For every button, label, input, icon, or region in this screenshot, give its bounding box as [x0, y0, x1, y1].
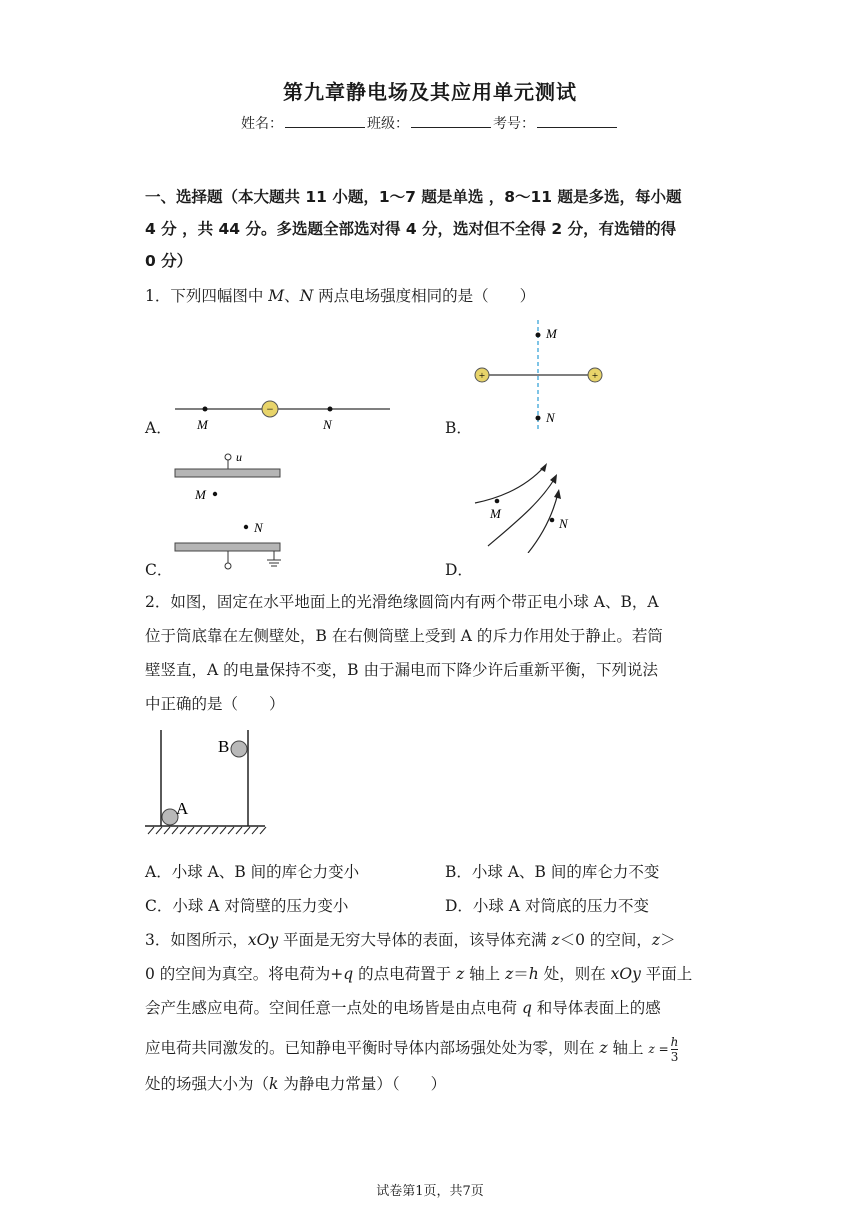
point-m	[213, 492, 217, 496]
field-line-3	[528, 493, 558, 553]
svg-text:M: M	[546, 326, 557, 341]
section-heading-line3: 0 分）	[145, 252, 193, 270]
class-label: 班级：	[367, 116, 409, 132]
ball-b	[231, 741, 247, 757]
class-blank	[411, 115, 491, 128]
svg-text:M: M	[490, 506, 501, 521]
q1-figure-c	[170, 448, 300, 574]
q1-option-a-label: A．	[145, 419, 172, 437]
minus-sign: −	[266, 402, 274, 416]
point-n	[244, 525, 248, 529]
bottom-plate	[175, 543, 280, 551]
terminal-bottom	[225, 563, 231, 569]
point-m	[203, 407, 208, 412]
label-b: B	[218, 737, 230, 756]
point-n	[550, 518, 555, 523]
section-heading-line1: 一、选择题（本大题共 11 小题，1～7 题是单选 ，8～11 题是多选，每小题	[145, 188, 682, 206]
exam-no-label: 考号：	[493, 116, 535, 132]
label-u: u	[236, 450, 242, 464]
q1-option-b-label: B．	[445, 419, 472, 437]
q2-option-b: B．小球 A、B 间的库仑力不变	[445, 863, 660, 881]
point-m	[536, 333, 541, 338]
section-heading-line2: 4 分 ，共 44 分。多选题全部选对得 4 分，选对但不全得 2 分，有选错的得	[145, 220, 677, 238]
exam-no-blank	[537, 115, 617, 128]
q2-stem-line4: 中正确的是（ ）	[145, 695, 285, 713]
svg-text:+: +	[478, 370, 486, 382]
q1-option-d-label: D．	[445, 561, 473, 579]
svg-text:+: +	[591, 370, 599, 382]
page-title: 第九章静电场及其应用单元测试	[283, 80, 577, 104]
q2-figure-cylinder	[140, 728, 270, 840]
q3-stem-line5: 处的场强大小为（k 为静电力常量）（ ）	[145, 1075, 447, 1093]
equation-z: z =	[648, 1042, 669, 1056]
q1-option-c-label: C．	[145, 561, 173, 579]
point-m	[495, 499, 500, 504]
q3-stem-line3: 会产生感应电荷。空间任意一点处的电场皆是由点电荷 q 和导体表面上的感	[145, 999, 661, 1017]
top-plate	[175, 469, 280, 477]
q2-option-a: A．小球 A、B 间的库仑力变小	[145, 863, 360, 881]
svg-text:N: N	[559, 516, 568, 531]
student-info-row	[0, 113, 860, 133]
label-a: A	[176, 799, 189, 818]
point-n	[328, 407, 333, 412]
q2-stem-line1: 2．如图，固定在水平地面上的光滑绝缘圆筒内有两个带正电小球 A、B，A	[145, 593, 659, 611]
q3-stem-line2: 0 的空间为真空。将电荷为+q 的点电荷置于 z 轴上 z＝h 处，则在 xOy 平面上	[145, 965, 693, 983]
q3-stem-line1: 3．如图所示，xOy 平面是无穷大导体的表面，该导体充满 z＜0 的空间，z＞	[145, 931, 676, 949]
svg-text:N: N	[546, 410, 555, 425]
q3-stem-line4: 应电荷共同激发的。已知静电平衡时导体内部场强处处为零，则在 z 轴上 z = $\frac{h}{3}$	[145, 1034, 679, 1064]
name-label: 姓名：	[241, 116, 283, 132]
terminal-top	[225, 454, 231, 460]
label-n: N	[323, 417, 332, 432]
q1-figure-b	[470, 318, 620, 434]
q1-figure-d	[470, 458, 580, 553]
q2-stem-line3: 壁竖直，A 的电量保持不变，B 由于漏电而下降少许后重新平衡，下列说法	[145, 661, 658, 679]
name-blank	[285, 115, 365, 128]
q2-stem-line2: 位于筒底靠在左侧壁处，B 在右侧筒壁上受到 A 的斥力作用处于静止。若筒	[145, 627, 663, 645]
label-m: M	[197, 417, 208, 432]
point-n	[536, 416, 541, 421]
q1-figure-a	[170, 396, 395, 436]
svg-text:N: N	[254, 520, 263, 535]
q2-option-d: D．小球 A 对筒底的压力不变	[445, 897, 649, 915]
fraction-h-over-3: $\frac{h}{3}$	[670, 1034, 679, 1064]
page-footer: 试卷第1页，共7页	[376, 1184, 484, 1199]
ground-hatching	[148, 827, 266, 834]
q1-stem: 1．下列四幅图中 M、N 两点电场强度相同的是（ ）	[145, 287, 536, 305]
field-line-1	[475, 466, 545, 503]
svg-text:M: M	[195, 487, 206, 502]
q2-option-c: C．小球 A 对筒壁的压力变小	[145, 897, 349, 915]
